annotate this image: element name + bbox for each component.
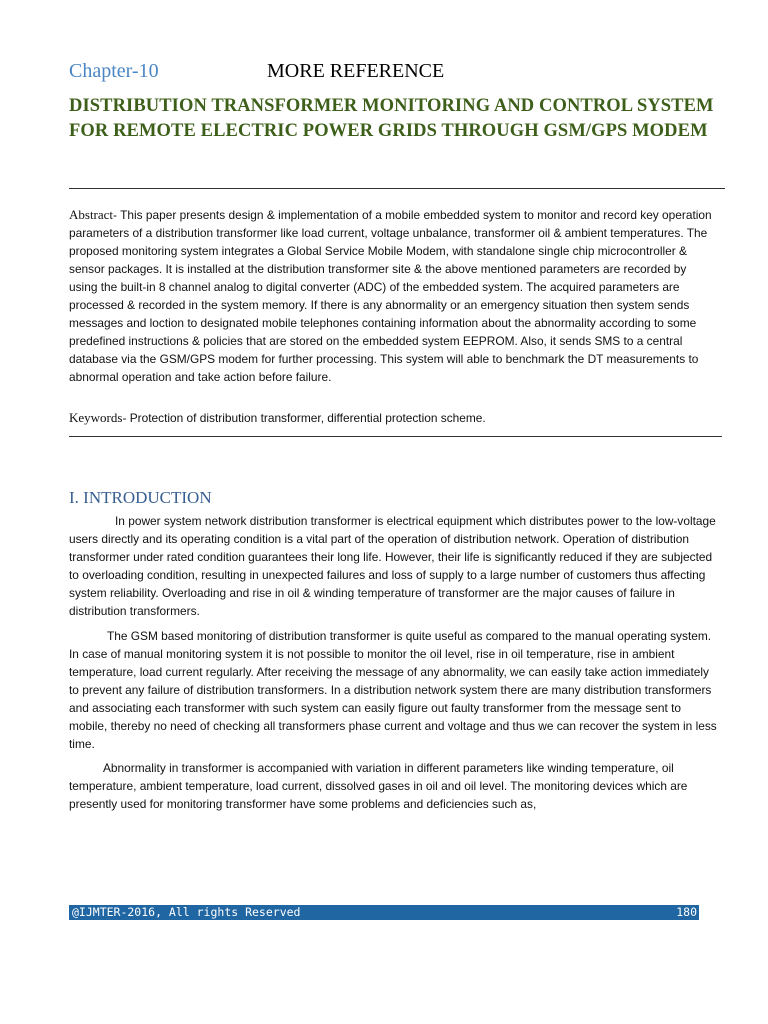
chapter-title: MORE REFERENCE	[267, 60, 445, 82]
abstract-text: - This paper presents design & implementation of a mobile embedded system to monitor and record key operation parameters of a distribution transformer like load current, voltage unbalance, transformer oil & ambient temperatures. The proposed monitoring system integrates a Global Service Mobile Modem, with standalone single chip microcontroller & sensor packages. It is installed at the distribution transformer site & the above mentioned parameters are recorded by using the built-in 8 channel analog to digital converter (ADC) of the embedded system. The acquired parameters are processed & recorded in the system memory. If there is any abnormality or an emergency situation then system sends messages and loction to designated mobile telephones containing information about the abnormality according to some predefined instructions & policies that are stored on the embedded system EEPROM. Also, it sends SMS to a central database via the GSM/GPS modem for further processing. This system will able to benchmark the DT measurements to abnormal operation and take action before failure.	[69, 208, 712, 384]
top-divider	[69, 188, 725, 189]
footer-bar	[69, 905, 699, 920]
bottom-divider	[69, 436, 722, 437]
keywords-text: - Protection of distribution transformer, differential protection scheme.	[122, 411, 486, 425]
page-number: 180	[676, 905, 697, 919]
abstract-block	[69, 206, 717, 386]
paper-title: DISTRIBUTION TRANSFORMER MONITORING AND CONTROL SYSTEM FOR REMOTE ELECTRIC POWER GRIDS THROUGH GSM/GPS MODEM	[69, 96, 714, 141]
keywords-block	[69, 409, 717, 427]
intro-paragraph-2: The GSM based monitoring of distribution transformer is quite useful as compared to the manual operating system. In case of manual monitoring system it is not possible to monitor the oil level, rise in oil temperature, rise in ambient temperature, load current regularly. After receiving the message of any abnormality, we can easily take action immediately to prevent any failure of distribution transformers. In a distribution network system there are many distribution transformers and associating each transformer with such system can easily figure out faulty transformer from the message sent to mobile, thereby no need of checking all transformers phase current and voltage and thus we can recover the system in less time.	[69, 629, 717, 751]
chapter-label: Chapter-10	[69, 60, 159, 82]
section-heading-introduction: I. INTRODUCTION	[69, 488, 212, 507]
intro-paragraph-3: Abnormality in transformer is accompanied with variation in different parameters like winding temperature, oil temperature, ambient temperature, load current, dissolved gases in oil and oil level. The monitoring devices which are presently used for monitoring transformer have some problems and deficiencies such as,	[69, 761, 688, 811]
keywords-label: Keywords	[69, 410, 123, 425]
chapter-header	[69, 60, 729, 90]
abstract-label: Abstract	[69, 207, 114, 222]
footer-copyright: @IJMTER-2016, All rights Reserved	[72, 905, 301, 919]
intro-paragraph-1: In power system network distribution transformer is electrical equipment which distributes power to the low-voltage users directly and its operating condition is a vital part of the operation of distribution network. Operation of distribution transformer under rated condition guarantees their long life. However, their life is significantly reduced if they are subjected to overloading condition, resulting in unexpected failures and loss of supply to a large number of customers thus affecting system reliability. Overloading and rise in oil & winding temperature of transformer are the major causes of failure in distribution transformers.	[69, 514, 716, 618]
